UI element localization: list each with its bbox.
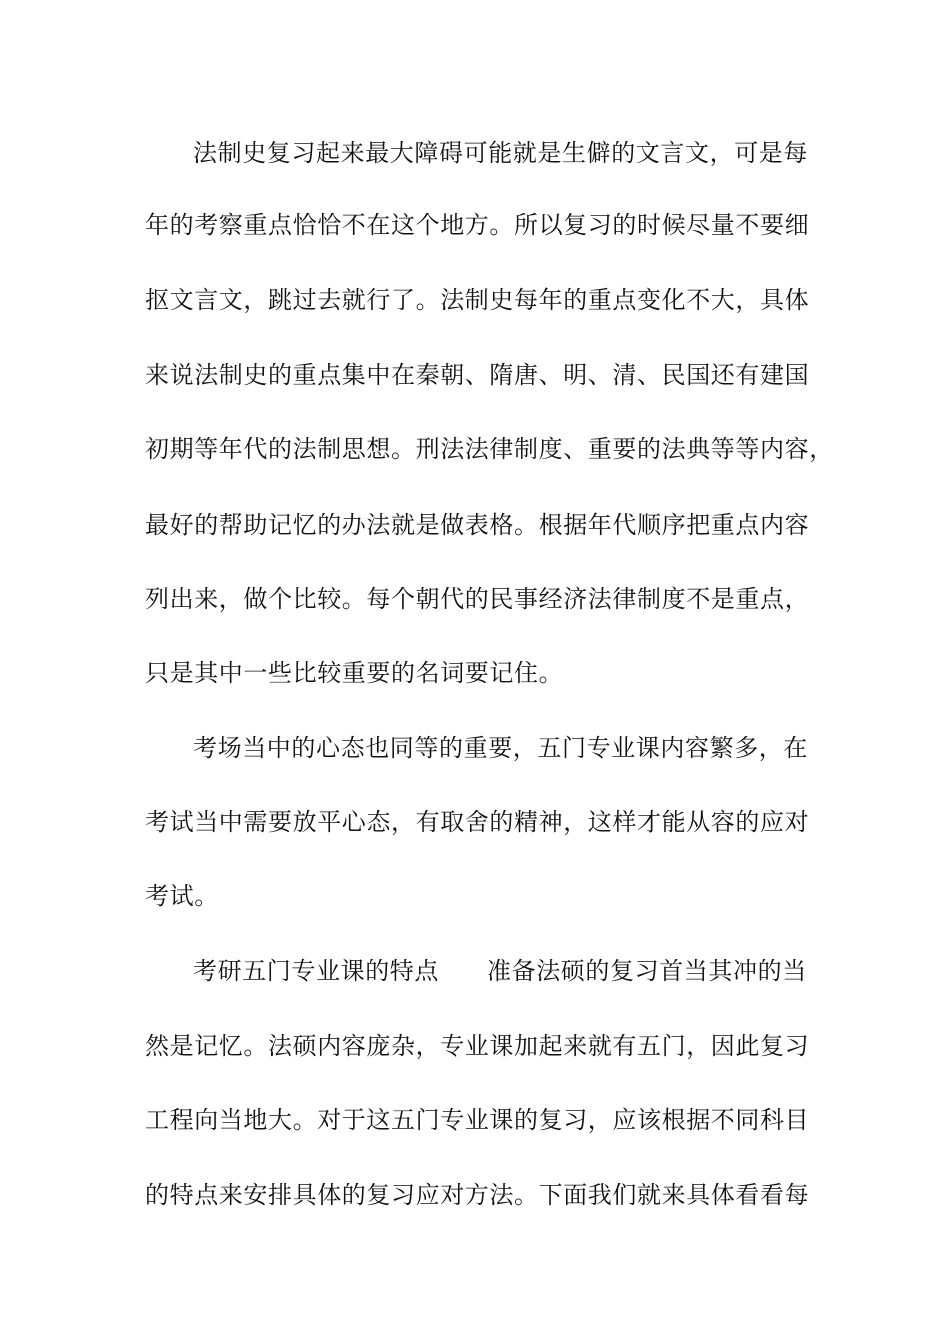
paragraph-3-line-3: 工程向当地大。对于这五门专业课的复习，应该根据不同科目 xyxy=(145,1106,810,1134)
paragraph-1-line-8: 只是其中一些比较重要的名词要记住。 xyxy=(145,659,564,687)
paragraph-3-line-1 xyxy=(193,956,863,986)
paragraph-1-line-4: 来说法制史的重点集中在秦朝、隋唐、明、清、民国还有建国 xyxy=(145,361,810,389)
section-heading: 考研五门专业课的特点 xyxy=(193,957,439,985)
paragraph-3-line-1-text: 准备法硕的复习首当其冲的当 xyxy=(487,957,807,985)
paragraph-1-line-1: 法制史复习起来最大障碍可能就是生僻的文言文，可是每 xyxy=(193,139,808,167)
paragraph-2-line-1: 考场当中的心态也同等的重要，五门专业课内容繁多，在 xyxy=(193,734,808,762)
paragraph-2-line-3: 考试。 xyxy=(145,882,219,910)
paragraph-1-line-7: 列出来，做个比较。每个朝代的民事经济法律制度不是重点， xyxy=(145,585,810,613)
paragraph-1-line-6: 最好的帮助记忆的办法就是做表格。根据年代顺序把重点内容 xyxy=(145,511,810,539)
paragraph-1-line-3: 抠文言文，跳过去就行了。法制史每年的重点变化不大，具体 xyxy=(145,286,810,314)
paragraph-3-line-4: 的特点来安排具体的复习应对方法。下面我们就来具体看看每 xyxy=(145,1181,810,1209)
paragraph-3-line-2: 然是记忆。法硕内容庞杂，专业课加起来就有五门，因此复习 xyxy=(145,1032,810,1060)
paragraph-1-line-2: 年的考察重点恰恰不在这个地方。所以复习的时候尽量不要细 xyxy=(145,211,810,239)
paragraph-2-line-2: 考试当中需要放平心态，有取舍的精神，这样才能从容的应对 xyxy=(145,808,810,836)
paragraph-1-line-5: 初期等年代的法制思想。刑法法律制度、重要的法典等等内容， xyxy=(145,435,834,463)
